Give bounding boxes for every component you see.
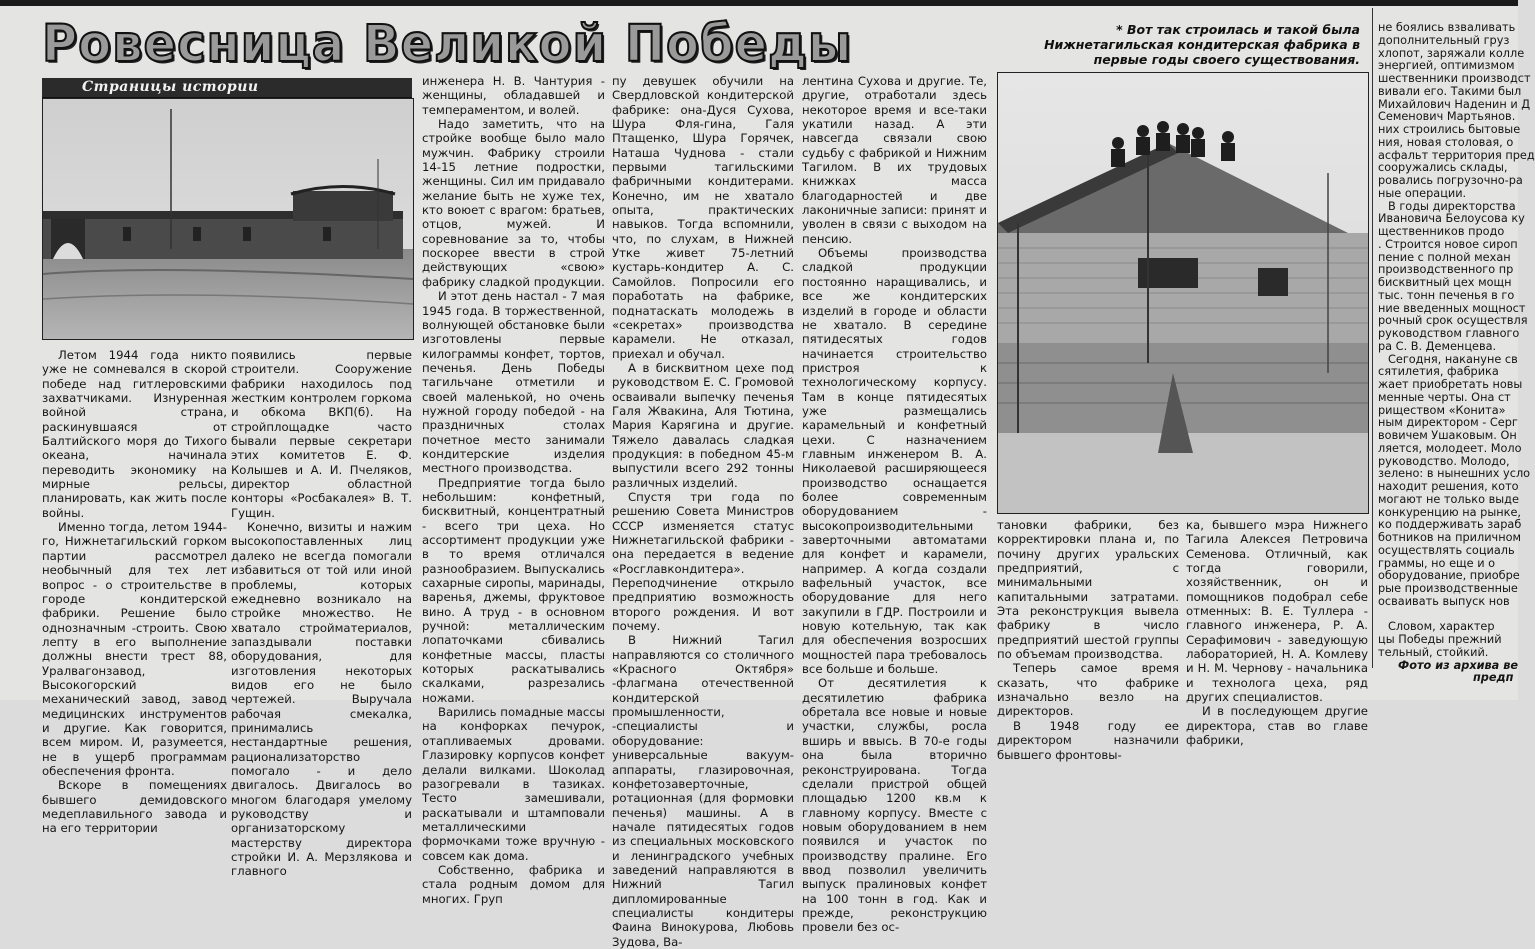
paragraph: Собственно, фабрика и стала родным домом для многих. Груп <box>422 862 605 906</box>
line: асфальт территория пред <box>1378 148 1535 162</box>
line: могают не только выде <box>1378 492 1519 506</box>
section-rubric <box>42 78 412 99</box>
line: тыс. тонн печенья в го <box>1378 288 1515 302</box>
line: риществом «Конита» <box>1378 403 1506 417</box>
line: сооружались склады, <box>1378 161 1508 175</box>
line: хлопот, заряжали колле <box>1378 46 1525 60</box>
article-column-3 <box>422 74 605 906</box>
line: щественников продо <box>1378 225 1505 238</box>
line: шественники производст <box>1378 72 1531 85</box>
paragraph: Конечно, визиты и нажим высокопоставленных лиц далеко не всегда помогали избавиться от той или иной проблемы, которых ежедневно возникало на стройке множество. Не хватало стройматериалов, запаздывали поставки оборудования, для изготовления некоторых видов его не было чертежей. Выручала рабочая смекалка, принимались нестандартные решения, рационализаторство помогало - и дело двигалось. Двигалось во многом благодаря умелому руководству и организаторскому мастерству директора стройки И. А. Мерзлякова и главного <box>231 520 412 879</box>
line: конкуренцию на рынке, <box>1378 505 1522 519</box>
article-column-1 <box>42 348 227 836</box>
photo-caption: * Вот так строилась и такой была Нижнетагильская кондитерская фабрика в первые годы своего существования. <box>1044 22 1360 67</box>
line: ботников на приличном <box>1378 531 1522 544</box>
line: рочный срок осуществля <box>1378 314 1528 328</box>
paragraph: тановки фабрики, без корректировки плана и, по почину других уральских предприятий, с минимальными капитальными затратами. Эта реконструкция вывела фабрику в число предприятий шестой группы по объемам производства. <box>997 518 1179 662</box>
line: сятилетия, фабрика <box>1378 365 1499 379</box>
line: жает приобретать новы <box>1378 378 1523 391</box>
factory-photo-construction <box>997 72 1369 514</box>
paragraph: ка, бывшего мэра Нижнего Тагила Алексея Петровича Семенова. Отличный, как тогда говорили, хозяйственник, он и помощников подобрал себе отменных: В. Е. Туллера - главного инженера, Р. А. Серафимович - заведующую лабораторией, Н. А. Комлеву и Н. М. Чернову - начальника и технолога цеха, ряд других специалистов. <box>1186 518 1368 705</box>
line: граммы, но еще и о <box>1378 556 1496 570</box>
line: энергией, оптимизмом <box>1378 59 1515 73</box>
article-column-8-cropped <box>1378 21 1535 698</box>
line: ра С. В. Деменцева. <box>1378 339 1497 353</box>
paragraph: В 1948 году ее директором назначили бывшего фронтовы- <box>997 718 1179 762</box>
line: дополнительный груз <box>1378 33 1510 47</box>
paragraph: И в последующем другие директора, став во главе фабрики, <box>1186 704 1368 748</box>
line: руководство. Молодо, <box>1378 454 1510 468</box>
article-column-2 <box>231 348 412 879</box>
line: ным директором - Серг <box>1378 416 1518 430</box>
paragraph: От десятилетия к десятилетию фабрика обретала все новые и новые участки, службы, росла вширь и ввысь. В 70-е годы она была вторично реконструирована. Тогда сделали пристрой общей площадью 1200 кв.м к главному корпусу. Вместе с новым оборудованием в нем появился и участок по производству пралине. Его ввод позволил увеличить выпуск пралиновых конфет на 100 тонн в год. Как и прежде, реконструкцию провели без ос- <box>802 676 987 935</box>
line: Сегодня, накануне св <box>1388 352 1518 366</box>
paragraph: Предприятие тогда было небольшим: конфетный, бисквитный, концентратный - всего три цеха. Но ассортимент продукции уже в то время отличался разнообразием. Выпускались сахарные сиропы, маринады, варенья, джемы, фруктовое вино. А труд - в основном ручной: металлическим лопаточками сбивались конфетные массы, пласты которых раскатывались скалками, разрезались ножами. <box>422 475 605 705</box>
line: них строились бытовые <box>1378 123 1521 136</box>
paragraph: появились первые строители. Сооружение фабрики находилось под жестким контролем горкома и обкома ВКП(б). На стройплощадке часто бывали первые секретари этих комитетов Е. Ф. Колышев и А. И. Пчеляков, директор областной конторы «Росбакалея» В. Т. Гущин. <box>231 348 412 520</box>
line: находит решения, кото <box>1378 480 1519 493</box>
paragraph: Объемы производства сладкой продукции постоянно наращивались, и все же кондитерских изделий в городе и области не хватало. В середине пятидесятых годов начинается строительство пристроя к технологическому корпусу. Там в конце пятидесятых уже размещались карамельный и конфетный цехи. С назначением главным инженером В. А. Николаевой расширяющееся производство оснащается более современным оборудованием - высокопроизводительными заверточными автоматами для конфет и карамели, например. А когда создали вафельный участок, все оборудование для него закупили в ГДР. Построили и новую котельную, так как для обеспечения возросших мощностей пара требовалось все больше и больше. <box>802 246 987 677</box>
headline: Ровесница Великой Победы <box>42 14 853 74</box>
line: Словом, характер <box>1388 620 1495 634</box>
line: осваивать выпуск нов <box>1378 594 1510 608</box>
construction-photo-illustration <box>998 73 1368 513</box>
line: зелено: в нынешних усло <box>1378 467 1531 481</box>
column-rule <box>1372 8 1373 668</box>
paragraph: Теперь самое время сказать, что фабрике изначально везло на директоров. <box>997 661 1179 719</box>
line: ровались погрузочно-ра <box>1378 174 1523 187</box>
photo-credit: Фото из архива ве <box>1398 658 1519 672</box>
line: оборудование, приобре <box>1378 569 1520 583</box>
line: рые производственные <box>1378 582 1518 595</box>
line: Михайлович Наденин и Д <box>1378 97 1531 111</box>
line: осуществлять социаль <box>1378 543 1515 557</box>
paragraph: Именно тогда, летом 1944-го, Нижнетагильский горком партии рассмотрел необычный для тех лет вопрос - о строительстве в городе кондитерской фабрики. Решение было однозначным -строить. Свою лепту в его выполнение должны внести трест 88, Уралвагонзавод, Высокогорский механический завод, завод медицинских инструментов и другие. Как говорится, всем миром. И, разумеется, не в ущерб программам обеспечения фронта. <box>42 520 227 778</box>
line: В годы директорства <box>1388 199 1516 213</box>
line: не боялись взваливать <box>1378 21 1516 34</box>
paragraph: лентина Сухова и другие. Те, другие, отработали здесь некоторое время и все-таки укатили назад. А эти навсегда связали свою судьбу с фабрикой и Нижним Тагилом. В их трудовых книжках масса благодарностей и две лаконичные записи: принят и уволен в связи с выходом на пенсию. <box>802 74 987 246</box>
paragraph: Варились помадные массы на конфорках печурок, отапливаемых дровами. Глазировку корпусов конфет делали вилками. Шоколад разогревали в тазиках. Тесто замешивали, раскатывали и штамповали металлическими формочками тоже вручную - совсем как дома. <box>422 705 605 863</box>
line: менные черты. Она ст <box>1378 390 1511 404</box>
line: вивали его. Такими был <box>1378 84 1522 98</box>
paragraph: В Нижний Тагил направляются со столичного «Красного Октября» -флагмана отечественной кондитерской промышленности, -специалисты и оборудование: универсальные вакуум-аппараты, глазировочная, конфетозаверточные, ротационная (для формовки печенья) машины. А в начале пятидесятых годов из специальных московского и ленинградского учебных заведений направляются в Нижний Тагил дипломированные специалисты кондитеры Фаина Винокурова, Любовь Зудова, Ва- <box>612 633 794 949</box>
paragraph: Вскоре в помещениях бывшего демидовского медеплавильного завода и на его территории <box>42 778 227 836</box>
line: Ивановича Белоусова ку <box>1378 212 1525 226</box>
article-column-5 <box>802 74 987 935</box>
line: . Строится новое сироп <box>1378 237 1518 251</box>
article-column-6 <box>997 518 1179 762</box>
line: пение с полной механ <box>1378 250 1511 264</box>
paragraph: Надо заметить, что на стройке вообще было мало мужчин. Фабрику строили 14-15 летние подростки, женщины. Сил им придавало желание быть не хуже тех, кто воюет с врагом: братьев, отцов, мужей. И соревнование за то, чтобы поскорее ввести в строй действующих «свою» фабрику сладкой продукции. <box>422 117 605 289</box>
paragraph: И этот день настал - 7 мая 1945 года. В торжественной, волнующей обстановке были изготовлены первые килограммы конфет, тортов, печенья. День Победы тагильчане отметили и своей маленькой, но очень нужной городу победой - на праздничных столах почетное место занимали кондитерские изделия местного производства. <box>422 289 605 476</box>
rubric-label: Страницы истории <box>82 79 259 95</box>
line: вовичем Ушаковым. Он <box>1378 429 1517 442</box>
line: ные операции. <box>1378 186 1467 200</box>
line: Семенович Мартьянов. <box>1378 110 1516 124</box>
line: тельный, стойкий. <box>1378 645 1489 659</box>
factory-photo-illustration <box>43 99 413 339</box>
factory-photo-old <box>42 98 414 340</box>
top-rule <box>0 0 1518 6</box>
article-column-7 <box>1186 518 1368 748</box>
paragraph: пу девушек обучили на Свердловской кондитерской фабрике: она-Дуся Сухова, Шура Фля-гина, Галя Птащенко, Шура Горячек, Наташа Чуднова - стали первыми тагильскими фабричными кондитерами. Конечно, им не хватало опыта, практических навыков. Тогда вспомнили, что, по слухам, в Нижней Утке живет 75-летний кустарь-кондитер А. С. Самойлов. Попросили его поработать на фабрике, поднатаскать молодежь в «секретах» производства карамели. Не отказал, приехал и обучал. <box>612 74 794 361</box>
line: производственного пр <box>1378 263 1514 277</box>
paragraph: Летом 1944 года никто уже не сомневался в скорой победе над гитлеровскими захватчиками. Изнуренная войной страна, раскинувшаяся от Балтийского моря до Тихого океана, начинала переводить экономику на мирные рельсы, планировать, как жить после войны. <box>42 348 227 520</box>
paragraph: А в бисквитном цехе под руководством Е. С. Громовой осваивали выпечку печенья Галя Жвакина, Аля Тютина, Мария Карягина и другие. Тяжело давалась сладкая продукция: в победном 45-м выпустили всего 292 тонны различных изделий. <box>612 360 794 490</box>
line: ние введенных мощност <box>1378 301 1526 315</box>
line: ляется, молодеет. Моло <box>1378 441 1522 455</box>
line: ко поддерживать зараб <box>1378 518 1522 532</box>
line: руководством главного <box>1378 327 1520 340</box>
line: цы Победы прежний <box>1378 633 1502 646</box>
paragraph: Спустя три года по решению Совета Министров СССР изменяется статус Нижнетагильской фабрики - она передается в ведение «Росглавкондитера». Переподчинение открыло предприятию возможность второго рождения. И вот почему. <box>612 489 794 634</box>
line: ния, новая столовая, о <box>1378 135 1514 149</box>
article-column-4 <box>612 74 794 949</box>
photo-credit-cont: предп <box>1473 671 1514 685</box>
paragraph: инженера Н. В. Чантурия - женщины, обладавшей и темпераментом, и волей. <box>422 74 605 117</box>
line: бисквитный цех мощн <box>1378 276 1512 289</box>
